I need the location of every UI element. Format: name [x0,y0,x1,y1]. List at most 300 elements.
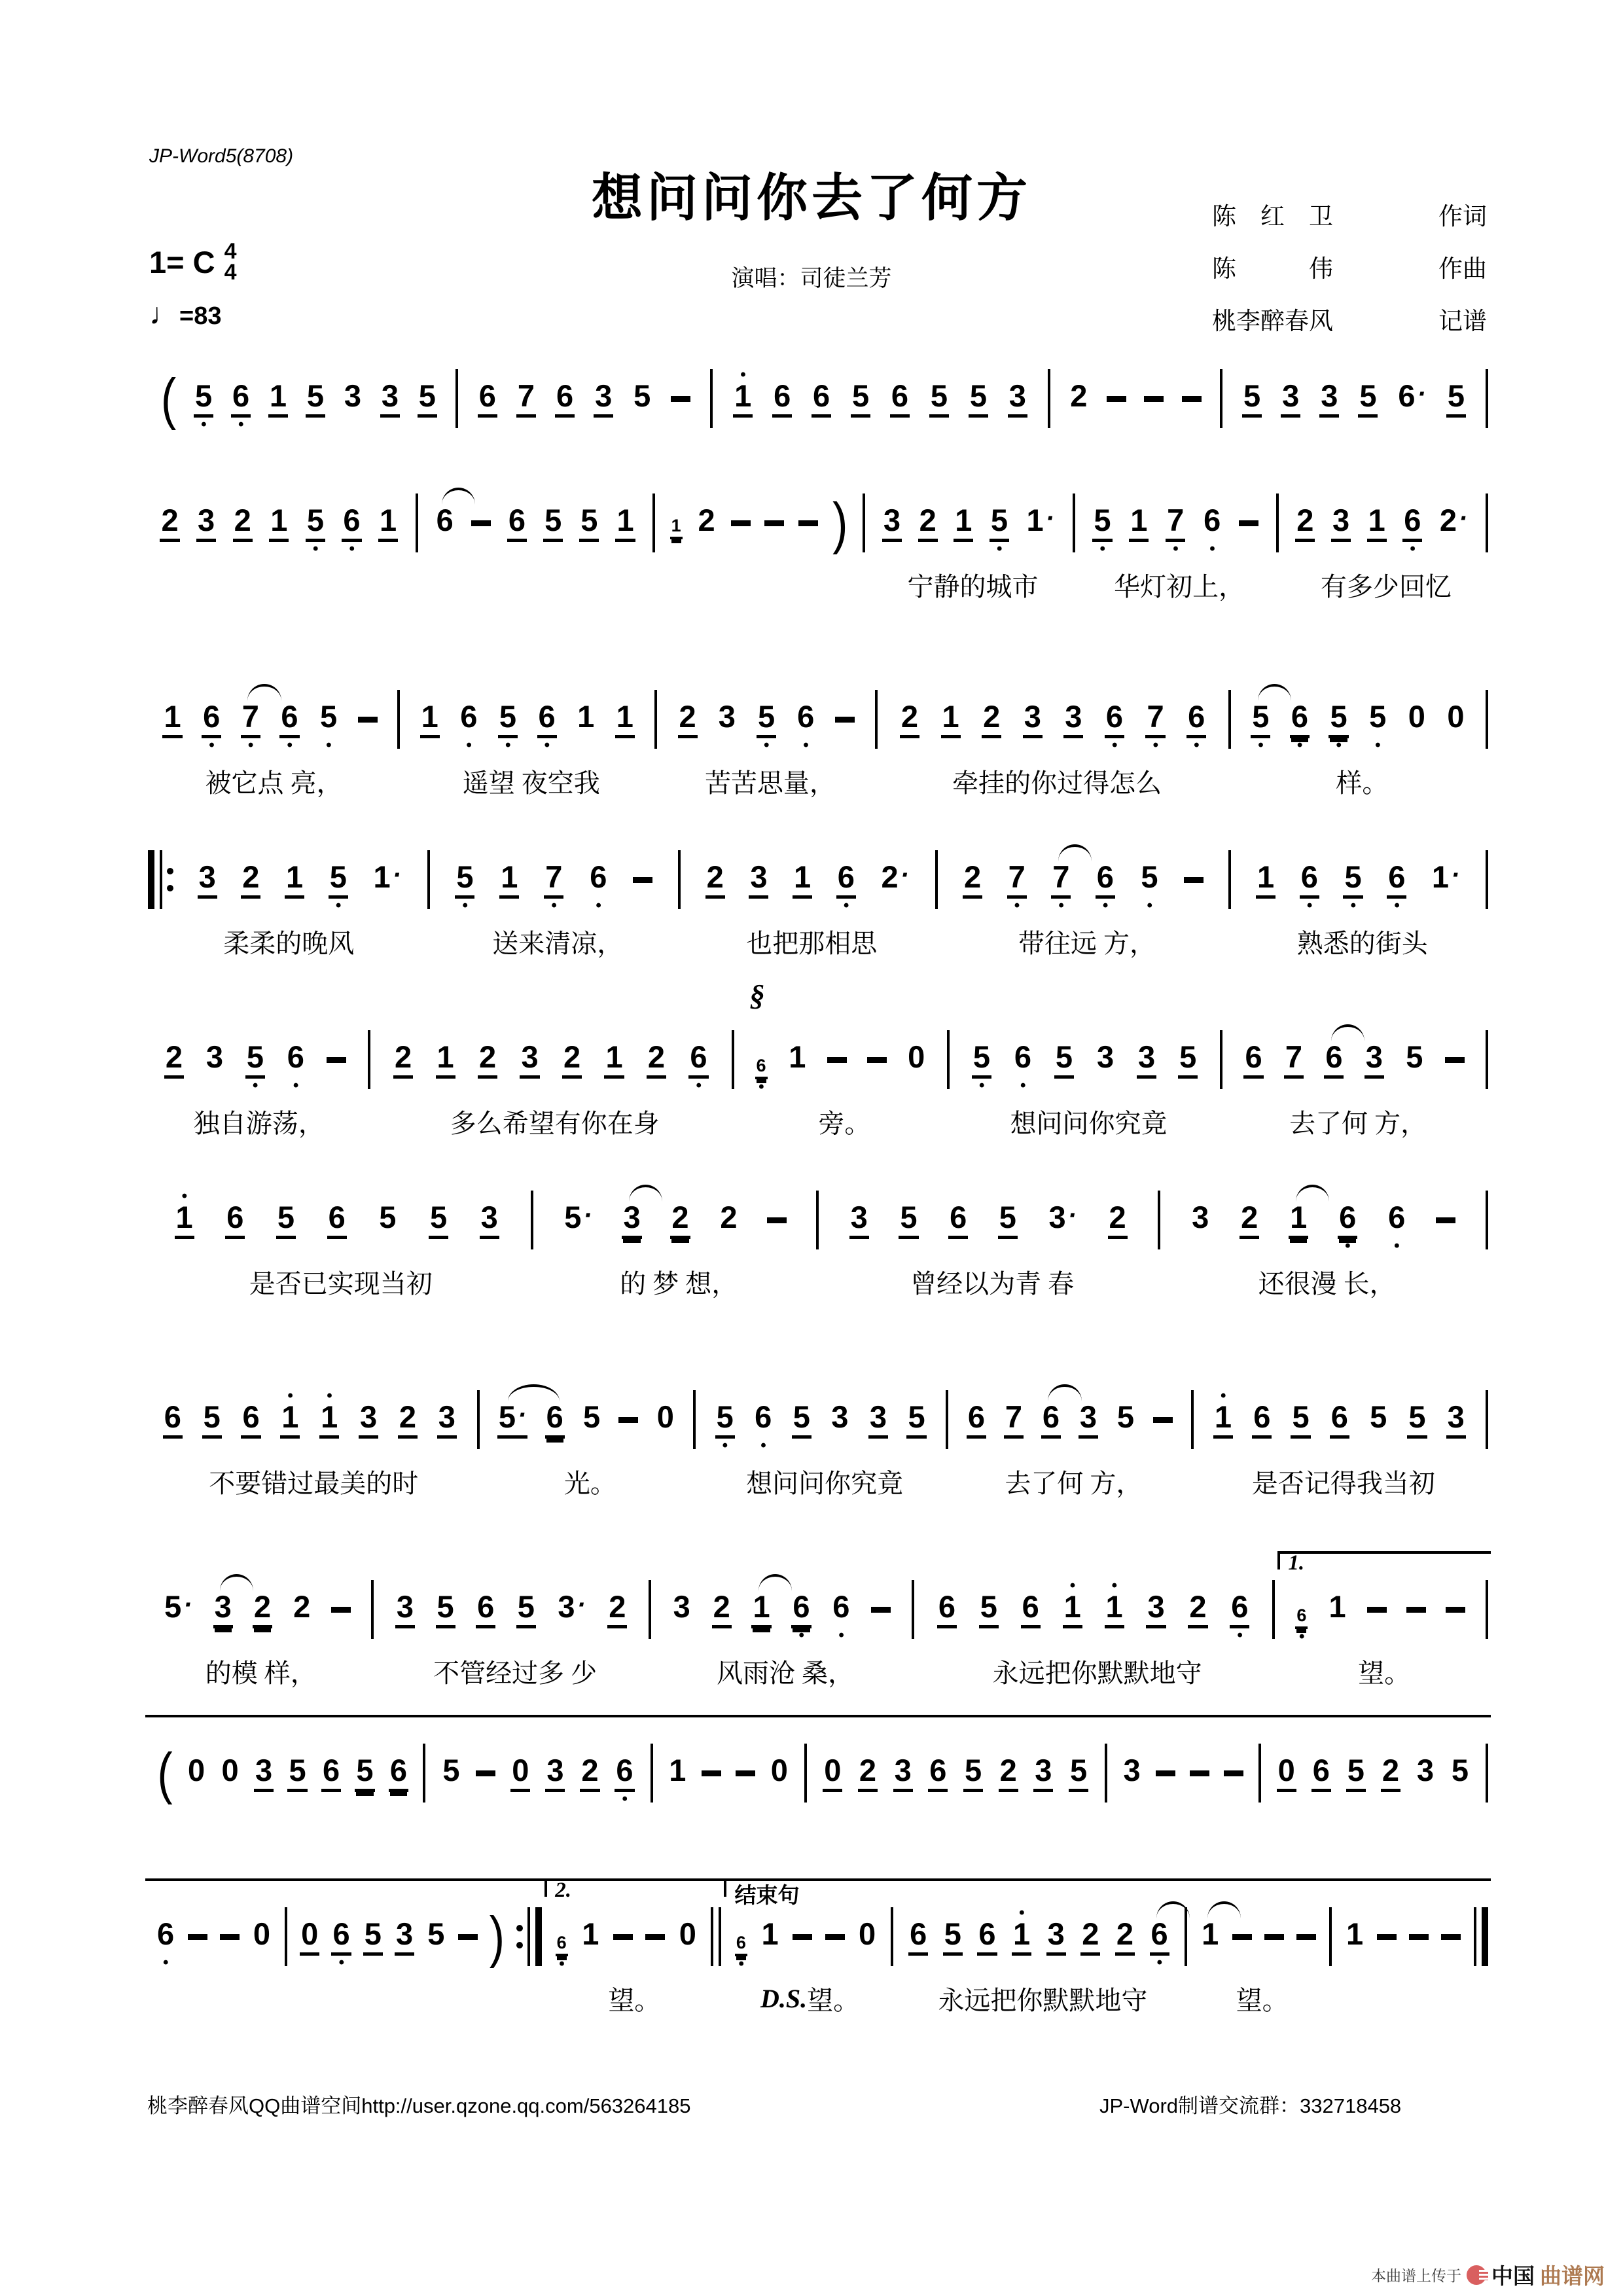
barline [1226,690,1234,749]
measure-top-area [952,982,1225,1020]
note: 5 [1370,1399,1387,1434]
augmentation-dot: · [1067,1200,1077,1230]
barline-stroke [1482,1907,1488,1966]
note: 1 [1346,1916,1364,1951]
note: 5 • [1251,701,1270,738]
note: 2 [253,1591,272,1628]
note: 6 [435,505,455,542]
tie-arc [1258,684,1291,701]
note: 6 [241,1401,260,1439]
note: 2 [233,505,253,542]
measure-top-area [145,1859,290,1897]
measure [482,1342,699,1503]
barline [1483,1030,1491,1089]
note: 1 [1289,1202,1308,1239]
note: 5 [516,1591,536,1628]
dash [1156,1770,1175,1776]
measure [1196,1342,1491,1503]
lyric-text: 还很漫 长， [1258,1268,1396,1299]
note: 3· [558,1588,586,1624]
note: 2 [678,701,698,738]
measure-top-area [544,1859,724,1902]
site-watermark [1371,2259,1605,2290]
note: 0 [679,1916,696,1951]
barline-stroke [652,493,655,552]
measure-top-area [660,641,880,679]
note: 3 [1446,1401,1466,1439]
note: 6 [1041,1401,1061,1439]
octave-dot-below: • [1298,1628,1305,1645]
measure-top-area [880,641,1233,679]
dash [871,1607,891,1613]
note-tokens [421,502,650,542]
note: 5 • [329,859,347,914]
note: 6 [1324,1041,1344,1079]
barline-stroke [416,493,418,552]
note: 2 [705,861,725,899]
measure-top-area [658,445,868,483]
octave-dot-below: • [763,736,770,754]
note: 1 [954,505,973,542]
measure [1110,1695,1264,1856]
octave-dot-below: • [252,1076,259,1094]
note: 5 [427,1916,445,1951]
note: 6 [389,1755,408,1792]
note: 5 • [990,502,1008,558]
notes-row [145,1897,290,1977]
note-tokens [896,1903,1183,1971]
note: 3 [520,1041,539,1079]
note: 3 [831,1399,849,1434]
octave-dot-below: • [1237,1626,1243,1644]
note: 5 [851,380,870,418]
note: 6 • [1105,698,1124,754]
dash [867,1057,887,1063]
measure-top-area [698,1342,951,1380]
octave-dot-below: • [1099,539,1105,558]
tie-arc [220,1574,253,1591]
measure-top-area [373,982,737,1020]
note: 6 • [797,698,815,754]
note-tokens [461,380,707,418]
note: 5 [579,505,599,542]
note: 0 [908,1039,925,1074]
note: 3 [344,378,361,413]
measure-top-area [940,802,1234,840]
dash [1409,1934,1429,1940]
ds-marker: D.S. [760,1983,808,2013]
note: 6 • [837,859,855,914]
lyric-text: 多么希望有你在身 [450,1108,660,1138]
note: 6 • [1014,1039,1032,1094]
note-tokens [868,502,1069,558]
note: 2 [241,861,260,899]
barline-stroke [693,1390,696,1449]
measure [544,1859,724,2020]
dash [476,1770,495,1776]
measure-top-area [737,978,952,1020]
measure-top-area [421,445,658,483]
note: 5 [287,1755,307,1792]
note: 3 [749,861,768,899]
barline [145,850,175,909]
measure [1163,1142,1491,1303]
measure [1334,1859,1491,2020]
barline [1102,1744,1110,1803]
note: 5· [497,1401,527,1439]
note: 3 [1364,1041,1384,1079]
note: 5 [429,1202,448,1239]
lyric-text: 永远把你默默地守 [938,1985,1148,2015]
note: 3 [622,1202,641,1239]
barline-stroke [397,690,400,749]
barline [872,690,880,749]
note: 2 [164,1041,184,1079]
note: 2 [1240,1202,1259,1239]
octave-dot-below: • [505,736,511,754]
note: 6 [1252,1401,1272,1439]
note: 6 • [332,1916,350,1971]
note-tokens [1281,502,1483,558]
measure-top-area [145,1142,536,1180]
barline [729,1030,737,1089]
lyricist-role: 作词 [1438,204,1487,230]
lyric-text: 熟悉的街头 [1296,928,1428,958]
measure-top-area [145,321,461,359]
measure-top-area [433,802,684,840]
barline [1483,1744,1491,1803]
octave-dot-below: • [1058,896,1064,914]
note: • 1 [1105,1591,1124,1628]
notes-row [940,840,1234,920]
tie-arc [1058,844,1092,861]
note: 3 [480,1202,499,1239]
measure [1281,445,1491,606]
notes-row [290,1897,544,1977]
augmentation-dot: · [392,860,401,889]
lyric-text [290,1977,544,2020]
composer-role: 作曲 [1438,256,1487,283]
note: 6 • [690,1039,707,1094]
notes-row [145,679,402,759]
note: • 1 [280,1401,300,1439]
barline-stroke [912,1580,914,1639]
note: 5 [963,1755,983,1792]
dash [331,1607,351,1613]
note: 5 [929,380,949,418]
barline [282,1907,290,1966]
notes-row [1225,1020,1491,1100]
measure [145,1532,376,1693]
lyric-text: 样。 [1336,768,1389,798]
augmentation-dot: · [1451,860,1460,889]
tie-arc [1296,1185,1329,1202]
note: 5 • [716,1399,734,1454]
notes-row [896,1897,1190,1977]
barline-stroke [1486,1744,1488,1803]
note: 2 [918,505,938,542]
barline [1270,1580,1277,1639]
note: 5 • [194,378,213,433]
note: 5 [998,1202,1018,1239]
barline [1471,1907,1491,1966]
tie-arc [508,1384,560,1401]
note-tokens [175,859,425,914]
measure-top-area [656,1695,810,1733]
note: 5 [1451,1752,1469,1787]
note-tokens [145,698,395,754]
measure [656,1695,810,1856]
note: 1 [751,1591,771,1628]
note: 5 [1446,380,1466,418]
parenthesis: ) [489,1905,505,1969]
note: 0 [859,1916,876,1951]
note: 3 [1192,1199,1209,1234]
lyric-text: 不管经过多 少 [433,1658,597,1688]
lyric-text [421,563,658,606]
measure [821,1142,1163,1303]
lyric-text: 柔柔的晚风 [223,928,355,958]
key-label: 1= C [149,244,215,279]
note: 5 [899,1202,918,1239]
dash [827,1057,847,1063]
note: 2 [963,861,982,899]
note: 3 [1331,505,1351,542]
octave-dot-below: • [287,736,293,754]
note: 2· [881,859,909,894]
note-tokens [544,1916,708,1973]
measure [145,1695,428,1856]
notes-row [1334,1897,1491,1977]
notes-row [1281,483,1491,563]
note-tokens [821,1199,1155,1239]
barline-stroke [1486,1390,1488,1449]
barline-stroke [1474,1907,1476,1966]
measure-top-area [1234,802,1491,840]
barline-stroke [1048,369,1050,428]
note: • 1 [175,1202,194,1239]
measure [1234,802,1491,963]
lyric-text: 有多少回忆 [1320,571,1452,601]
barline [708,1907,724,1966]
note: 6 • [232,378,250,433]
barline-stroke [1486,1191,1488,1249]
note: 3 [673,1588,690,1624]
note-tokens [482,1401,691,1439]
barline-stroke [1272,1580,1275,1639]
note-tokens [660,698,872,754]
note: 2 [900,701,919,738]
note: 6 [928,1755,948,1792]
repeat-dots [167,868,173,891]
lyric-text [658,563,868,606]
octave-dot-below: • [466,736,472,754]
note: 5 [1407,1401,1427,1439]
note: 5 [379,1199,397,1234]
note: 2 [1070,378,1088,413]
tie-arc [629,1185,662,1202]
lyric-text: 是否已实现当初 [249,1268,433,1299]
footer-group: JP-Word制谱交流群：332718458 [1099,2094,1402,2117]
note: 2 [580,1755,599,1792]
note: 7 • [1051,861,1071,899]
barline-stroke [423,1744,425,1803]
note: 1 [1367,505,1387,542]
measure [145,1142,536,1303]
notes-row [683,840,940,920]
note-tokens [737,1039,944,1096]
note: 2 [1381,1755,1400,1792]
barline [420,1744,428,1803]
barline-stroke [678,850,681,909]
barline-stroke [946,1390,948,1449]
measure [1225,982,1491,1143]
note: 5 [1069,1755,1088,1792]
note: 2 [999,1755,1018,1792]
note: 5 [792,1401,812,1439]
octave-dot-below: • [162,1953,169,1971]
note: 6 • [460,698,478,754]
note: 5 [543,505,563,542]
barline-stroke [891,1907,893,1966]
note: 1· [1026,502,1054,537]
note: 2 [398,1401,418,1439]
note: 3 [594,380,613,418]
note: 2 [1295,505,1315,542]
note: 5 [442,1752,460,1787]
notes-row [654,1570,917,1649]
measure-top-area [654,1532,917,1570]
score-line [145,1695,1491,1856]
note: 5 [1054,1041,1074,1079]
credit-composer [1212,249,1487,284]
note: 3· [1048,1199,1077,1234]
note-tokens [951,1401,1188,1439]
octave-dot-below: • [551,896,557,914]
note: 6 [225,1202,245,1239]
notes-row [461,359,715,439]
note: 1· [1431,859,1460,894]
note-tokens [145,1741,420,1805]
octave-dot-below: • [558,1955,565,1973]
barline [1483,850,1491,909]
barline [707,369,715,428]
note-tokens [654,1588,909,1644]
note: 1 [615,701,635,738]
measure-top-area [1234,641,1491,679]
barline-stroke [427,850,430,909]
note: 2 [670,1202,690,1239]
song-title: 想问问你去了何方 [591,170,1031,226]
note: 3 [213,1591,233,1628]
note: 5 [418,380,437,418]
measure-top-area [402,641,660,679]
barline [646,1580,654,1639]
barline-stroke [1228,850,1231,909]
note: 5 [355,1755,374,1792]
octave-dot-below: • [760,1436,766,1454]
dash [1182,396,1202,402]
dash [793,1934,812,1940]
barline [648,1744,656,1803]
note: 1 [1129,505,1149,542]
octave-dot-below: • [978,1076,985,1094]
measure-top-area [1163,1142,1491,1180]
barline-stroke [160,850,162,909]
note: 3 [359,1401,378,1439]
note: 6 [507,505,527,542]
lyric-text [428,1813,655,1856]
measure-top-area [145,982,373,1020]
dash [1377,1934,1397,1940]
note: 6 • [1388,859,1406,914]
notes-row [482,1380,699,1460]
dash [1264,1934,1284,1940]
dash [471,520,491,526]
barline-stroke [719,1907,721,1966]
score-line [145,1142,1491,1303]
note: 2 [712,1591,732,1628]
measure-top-area [724,1859,895,1908]
notes-row [1225,359,1491,439]
note: 6 • [590,859,607,914]
note-tokens [1264,1752,1483,1792]
note: 6 [948,1202,968,1239]
measure [1078,445,1281,606]
measure-top-area [951,1342,1196,1380]
barline [1070,493,1078,552]
notes-row [145,359,461,439]
measure [145,982,373,1143]
measure [145,641,402,802]
note-tokens [145,1588,368,1628]
dash [1445,1057,1465,1063]
note-tokens [402,698,652,754]
octave-dot-below: • [758,1078,764,1096]
note: 6 [908,1918,928,1956]
measure-top-area [683,802,940,840]
note: 1· [373,859,401,894]
note: 3 [545,1755,565,1792]
note: 1 [761,1916,779,1951]
notes-row [658,483,868,563]
note: 1 [162,701,182,738]
dash [764,520,784,526]
note: 3 [1063,701,1083,738]
barline-stroke [1158,1191,1160,1249]
barline-stroke [1220,1030,1222,1089]
dash [1153,1417,1173,1423]
lyric-text: 望。 [608,1985,661,2015]
dash [220,1934,240,1940]
barline [675,850,683,909]
octave-dot-below: • [1393,1236,1400,1255]
note: 3 [1079,1401,1098,1439]
octave-dot-below: • [722,1436,728,1454]
barline-stroke [368,1030,370,1089]
site-logo-icon [1467,2265,1486,2285]
note: 6 • [538,698,556,754]
lyric-text [1110,1813,1264,1856]
note-tokens [658,491,861,555]
barline [453,369,461,428]
lyric-text: 去了何 方， [1005,1468,1143,1498]
barline-stroke [527,1907,530,1966]
note: 5 [1346,1755,1366,1792]
note: 6 [555,380,575,418]
watermark-brand-cn: 中国 [1491,2265,1535,2289]
measure-top-area [145,641,402,679]
